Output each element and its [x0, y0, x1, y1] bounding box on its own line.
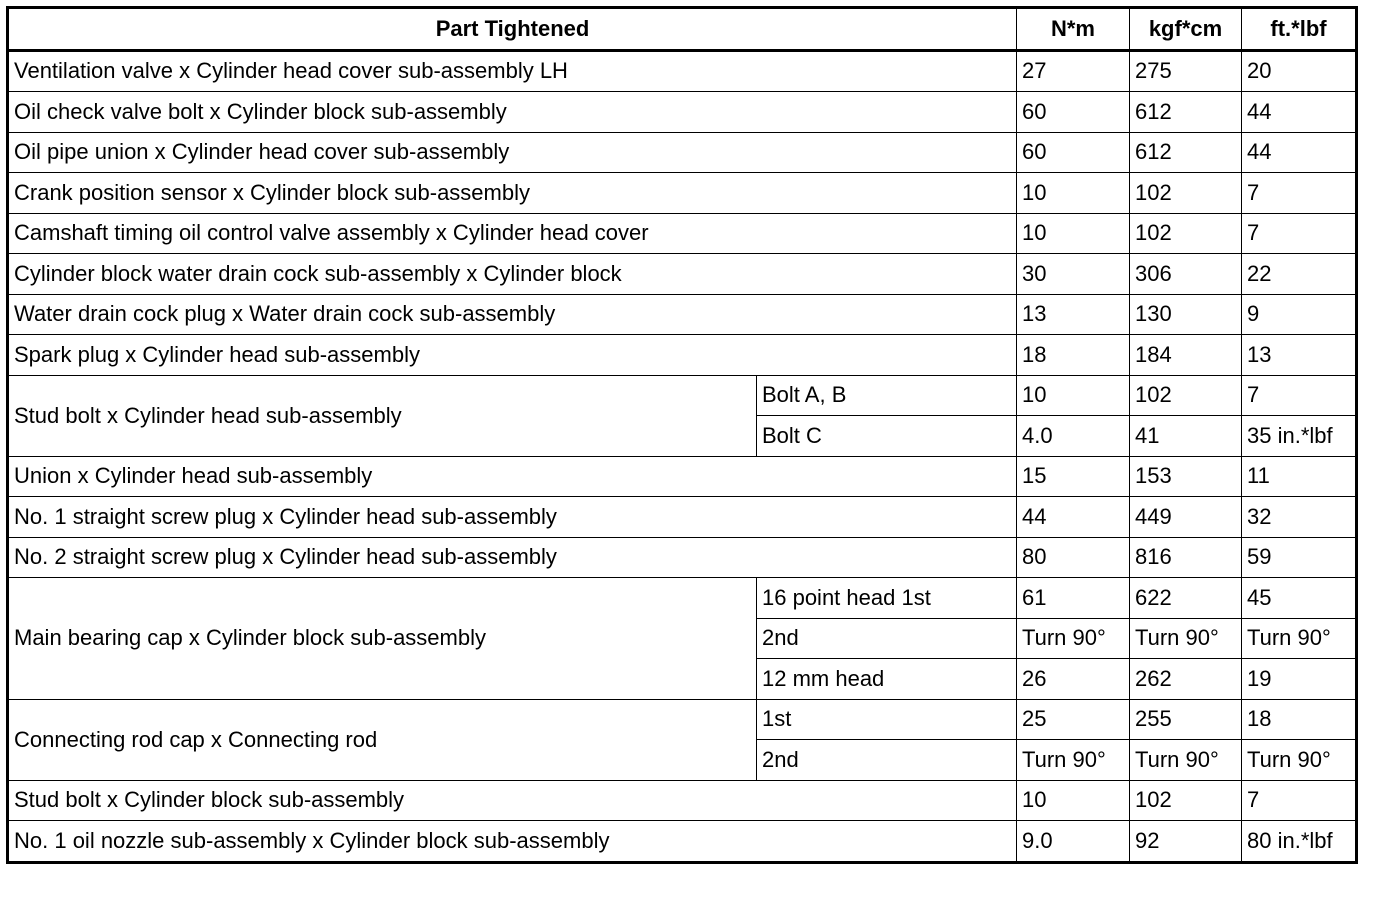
table-row: [8, 456, 1357, 497]
nm-cell: 10: [1017, 213, 1130, 254]
kgf-cell: 41: [1130, 416, 1242, 457]
table-row: [8, 173, 1357, 214]
kgf-cell: 449: [1130, 497, 1242, 538]
kgf-cell: 255: [1130, 699, 1242, 740]
kgf-cell: Turn 90°: [1130, 618, 1242, 659]
ft-cell: 35 in.*lbf: [1242, 416, 1357, 457]
kgf-cell: 102: [1130, 375, 1242, 416]
table-row: [8, 50, 1357, 92]
kgf-cell: 184: [1130, 335, 1242, 376]
header-nm: N*m: [1017, 8, 1130, 51]
part-cell: Oil pipe union x Cylinder head cover sub-assembly: [8, 132, 1017, 173]
ft-cell: 7: [1242, 780, 1357, 821]
table-row: [8, 213, 1357, 254]
sub-cell: 2nd: [757, 740, 1017, 781]
table-row: [8, 92, 1357, 133]
sub-cell: Bolt A, B: [757, 375, 1017, 416]
header-kgf-cm: kgf*cm: [1130, 8, 1242, 51]
nm-cell: 15: [1017, 456, 1130, 497]
sub-cell: 1st: [757, 699, 1017, 740]
nm-cell: 27: [1017, 50, 1130, 92]
ft-cell: 7: [1242, 173, 1357, 214]
ft-cell: 44: [1242, 132, 1357, 173]
table-row: [8, 699, 1357, 740]
part-cell: Spark plug x Cylinder head sub-assembly: [8, 335, 1017, 376]
nm-cell: Turn 90°: [1017, 618, 1130, 659]
header-part-tightened: Part Tightened: [8, 8, 1017, 51]
kgf-cell: 153: [1130, 456, 1242, 497]
table-row: [8, 537, 1357, 578]
torque-spec-table: [6, 6, 1358, 864]
part-cell: Water drain cock plug x Water drain cock sub-assembly: [8, 294, 1017, 335]
nm-cell: 10: [1017, 780, 1130, 821]
table-row: [8, 335, 1357, 376]
nm-cell: 80: [1017, 537, 1130, 578]
ft-cell: 32: [1242, 497, 1357, 538]
part-cell: Connecting rod cap x Connecting rod: [8, 699, 757, 780]
kgf-cell: 275: [1130, 50, 1242, 92]
part-cell: Oil check valve bolt x Cylinder block sub-assembly: [8, 92, 1017, 133]
kgf-cell: 102: [1130, 780, 1242, 821]
table-row: [8, 578, 1357, 619]
table-row: [8, 132, 1357, 173]
ft-cell: 13: [1242, 335, 1357, 376]
nm-cell: 10: [1017, 375, 1130, 416]
nm-cell: 26: [1017, 659, 1130, 700]
ft-cell: 20: [1242, 50, 1357, 92]
table-row: [8, 780, 1357, 821]
part-cell: No. 1 oil nozzle sub-assembly x Cylinder block sub-assembly: [8, 821, 1017, 863]
table-row: [8, 254, 1357, 295]
part-cell: Camshaft timing oil control valve assembly x Cylinder head cover: [8, 213, 1017, 254]
kgf-cell: 102: [1130, 173, 1242, 214]
ft-cell: 11: [1242, 456, 1357, 497]
ft-cell: 45: [1242, 578, 1357, 619]
ft-cell: 22: [1242, 254, 1357, 295]
nm-cell: 61: [1017, 578, 1130, 619]
nm-cell: 60: [1017, 92, 1130, 133]
kgf-cell: 622: [1130, 578, 1242, 619]
sub-cell: 12 mm head: [757, 659, 1017, 700]
part-cell: Union x Cylinder head sub-assembly: [8, 456, 1017, 497]
sub-cell: Bolt C: [757, 416, 1017, 457]
kgf-cell: 92: [1130, 821, 1242, 863]
kgf-cell: 130: [1130, 294, 1242, 335]
kgf-cell: 102: [1130, 213, 1242, 254]
part-cell: Crank position sensor x Cylinder block sub-assembly: [8, 173, 1017, 214]
nm-cell: 44: [1017, 497, 1130, 538]
ft-cell: 9: [1242, 294, 1357, 335]
kgf-cell: 306: [1130, 254, 1242, 295]
part-cell: Main bearing cap x Cylinder block sub-assembly: [8, 578, 757, 700]
kgf-cell: 262: [1130, 659, 1242, 700]
ft-cell: 80 in.*lbf: [1242, 821, 1357, 863]
ft-cell: 18: [1242, 699, 1357, 740]
kgf-cell: 612: [1130, 92, 1242, 133]
sub-cell: 16 point head 1st: [757, 578, 1017, 619]
part-cell: Stud bolt x Cylinder head sub-assembly: [8, 375, 757, 456]
part-cell: Cylinder block water drain cock sub-assembly x Cylinder block: [8, 254, 1017, 295]
part-cell: No. 2 straight screw plug x Cylinder head sub-assembly: [8, 537, 1017, 578]
part-cell: Ventilation valve x Cylinder head cover sub-assembly LH: [8, 50, 1017, 92]
table-row: [8, 294, 1357, 335]
kgf-cell: 612: [1130, 132, 1242, 173]
nm-cell: 60: [1017, 132, 1130, 173]
nm-cell: 18: [1017, 335, 1130, 376]
ft-cell: Turn 90°: [1242, 618, 1357, 659]
part-cell: Stud bolt x Cylinder block sub-assembly: [8, 780, 1017, 821]
ft-cell: 7: [1242, 213, 1357, 254]
nm-cell: 13: [1017, 294, 1130, 335]
part-cell: No. 1 straight screw plug x Cylinder head sub-assembly: [8, 497, 1017, 538]
ft-cell: 44: [1242, 92, 1357, 133]
ft-cell: 59: [1242, 537, 1357, 578]
nm-cell: Turn 90°: [1017, 740, 1130, 781]
nm-cell: 4.0: [1017, 416, 1130, 457]
kgf-cell: 816: [1130, 537, 1242, 578]
header-ft-lbf: ft.*lbf: [1242, 8, 1357, 51]
ft-cell: 19: [1242, 659, 1357, 700]
table-row: [8, 497, 1357, 538]
nm-cell: 9.0: [1017, 821, 1130, 863]
table-header-row: [8, 8, 1357, 51]
ft-cell: 7: [1242, 375, 1357, 416]
ft-cell: Turn 90°: [1242, 740, 1357, 781]
nm-cell: 10: [1017, 173, 1130, 214]
table-row: [8, 821, 1357, 863]
kgf-cell: Turn 90°: [1130, 740, 1242, 781]
table-row: [8, 375, 1357, 416]
sub-cell: 2nd: [757, 618, 1017, 659]
nm-cell: 30: [1017, 254, 1130, 295]
nm-cell: 25: [1017, 699, 1130, 740]
